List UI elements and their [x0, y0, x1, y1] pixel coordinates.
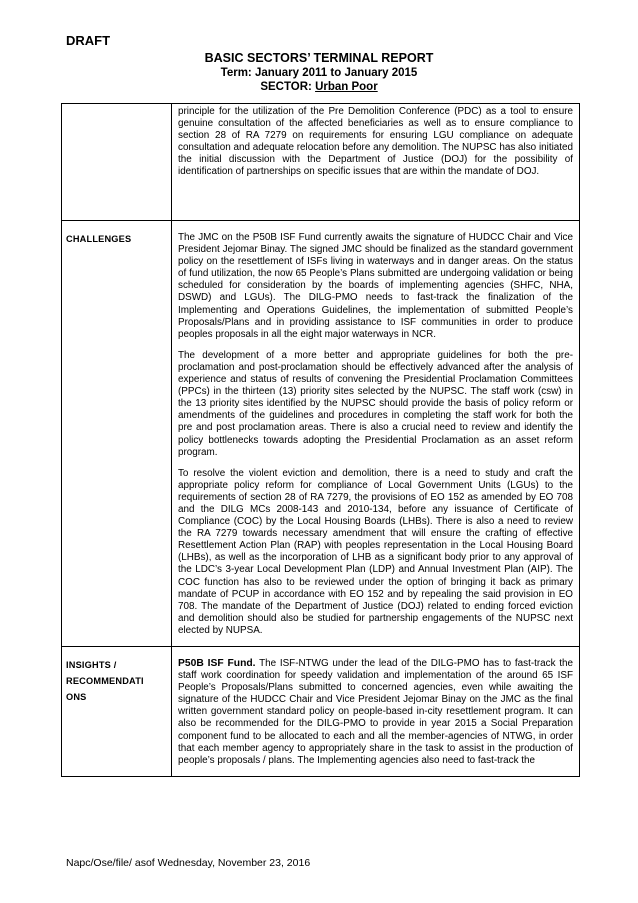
insights-lead: P50B ISF Fund. — [178, 658, 256, 669]
report-table — [61, 103, 580, 777]
table-row-insights — [62, 647, 580, 777]
table-row-challenges — [62, 221, 580, 647]
page-footer: Napc/Ose/file/ asof Wednesday, November 23, 2016 — [66, 857, 311, 869]
report-term: Term: January 2011 to January 2015 — [220, 67, 418, 79]
continued-paragraph: principle for the utilization of the Pre Demolition Conference (PDC) as a tool to ensure genuine consultation of the affected beneficiaries as well as to ensure compliance to section 28 of RA 7279 on requirements for ensuring LGU compliance on adequate consultation and adequate relocation before any demolition. The NUPSC has also initiated the initial discussion with the Department of Justice (DOJ) for the possibility of identification of partnerships on specific issues that are within the mandate of DOJ. — [178, 106, 573, 178]
table-row-continued — [62, 104, 580, 221]
challenges-paragraph-3: To resolve the violent eviction and demolition, there is a need to study and craft the appropriate policy reform for compliance of Local Government Units (LGUs) to the requirements of section 28 of RA 7279, the provisions of EO 152 as amended by EO 708 and the DILG MCs 2008-143 and 2010-134, before any issuance of Certificate of Compliance (COC) by the Local Housing Boards (LHBs). There is also a need to review the RA 7279 towards necessary amendment that will ensure the crafting of effective Resettlement Action Plan (RAP) with peoples representation in the Local Housing Board (LHBs), as well as the incorporation of LHB as a significant body prior to any approval of the LDC’s 3-year Local Development Plan (LDP) and Annual Investment Plan (AIP). The COC function has also to be reviewed under the option of bringing it back as primary mandate of PCUP in accordance with EO 152 and by repealing the said provision in EO 708. The mandate of the Department of Justice (DOJ) related to ending forced eviction and demolition should also be studied for partnership engagements of the NUPSC next elected by NUPSA. — [178, 467, 573, 636]
challenges-paragraph-2: The development of a more better and appropriate guidelines for both the pre-proclamation and post-proclamation should be effectively advanced after the analysis of experience and status of results of convening the Presidential Proclamation Committees (PPCs) in the thirteen (13) priority sites selected by the NUPSC. The staff work (csw) in the 13 priority sites identified by the NUPSC should provide the basis of policy reform or amendments of the guidelines and procedures in completing the staff work for both the pre and post proclamation areas. There is also a crucial need to review and identify the policy bottlenecks towards adopting the Presidential Proclamation as an asset reform program. — [178, 349, 573, 458]
insights-text: The ISF-NTWG under the lead of the DILG-PMO has to fast-track the staff work coordination for speedy validation and implementation of the around 65 ISF People’s Proposals/Plans submitted to concerned agencies, even while awaiting the signature of the HUDCC Chair and Vice President Jejomar Binay on the JMC as the final written government standard policy on people-based in-city resettlement program. It can also be recommended for the DILG-PMO to provide in year 2015 a Social Preparation component fund to be allocated to each and all the member-agencies of NTWG, in order that each member agency to appropriately share in the task to assist in the production of people’s proposals / plans. The Implementing agencies also need to fast-track the — [178, 658, 573, 766]
row-content-insights — [172, 647, 580, 777]
draft-label: DRAFT — [66, 33, 111, 48]
row-label-challenges: CHALLENGES — [62, 221, 172, 647]
report-title: BASIC SECTORS’ TERMINAL REPORT — [204, 51, 434, 65]
sector-value: Urban Poor — [315, 81, 378, 93]
report-sector — [0, 81, 638, 93]
insights-paragraph — [178, 658, 573, 767]
row-content-challenges — [172, 221, 580, 647]
row-label-insights: INSIGHTS / RECOMMENDATI ONS — [62, 647, 172, 777]
sector-prefix: SECTOR: — [260, 81, 312, 93]
row-content-continued — [172, 104, 580, 221]
challenges-paragraph-1: The JMC on the P50B ISF Fund currently awaits the signature of HUDCC Chair and Vice President Jejomar Binay. The signed JMC should be finalized as the standard government policy on the resettlement of ISFs living in waterways and in danger areas. On the status of fund utilization, the now 65 People’s Plans submitted are undergoing validation or being scheduled for consideration by the boards of implementing agencies (SHFC, NHA, DSWD) and LGUs). The DILG-PMO needs to fast-track the finalization of the Implementing and Operations Guidelines, the implementation of submitted People’s Proposals/Plans and in providing assistance to ISF communities in order to produce peoples proposals in all the eight major waterways in NCR. — [178, 232, 573, 340]
row-label-empty — [62, 104, 172, 221]
